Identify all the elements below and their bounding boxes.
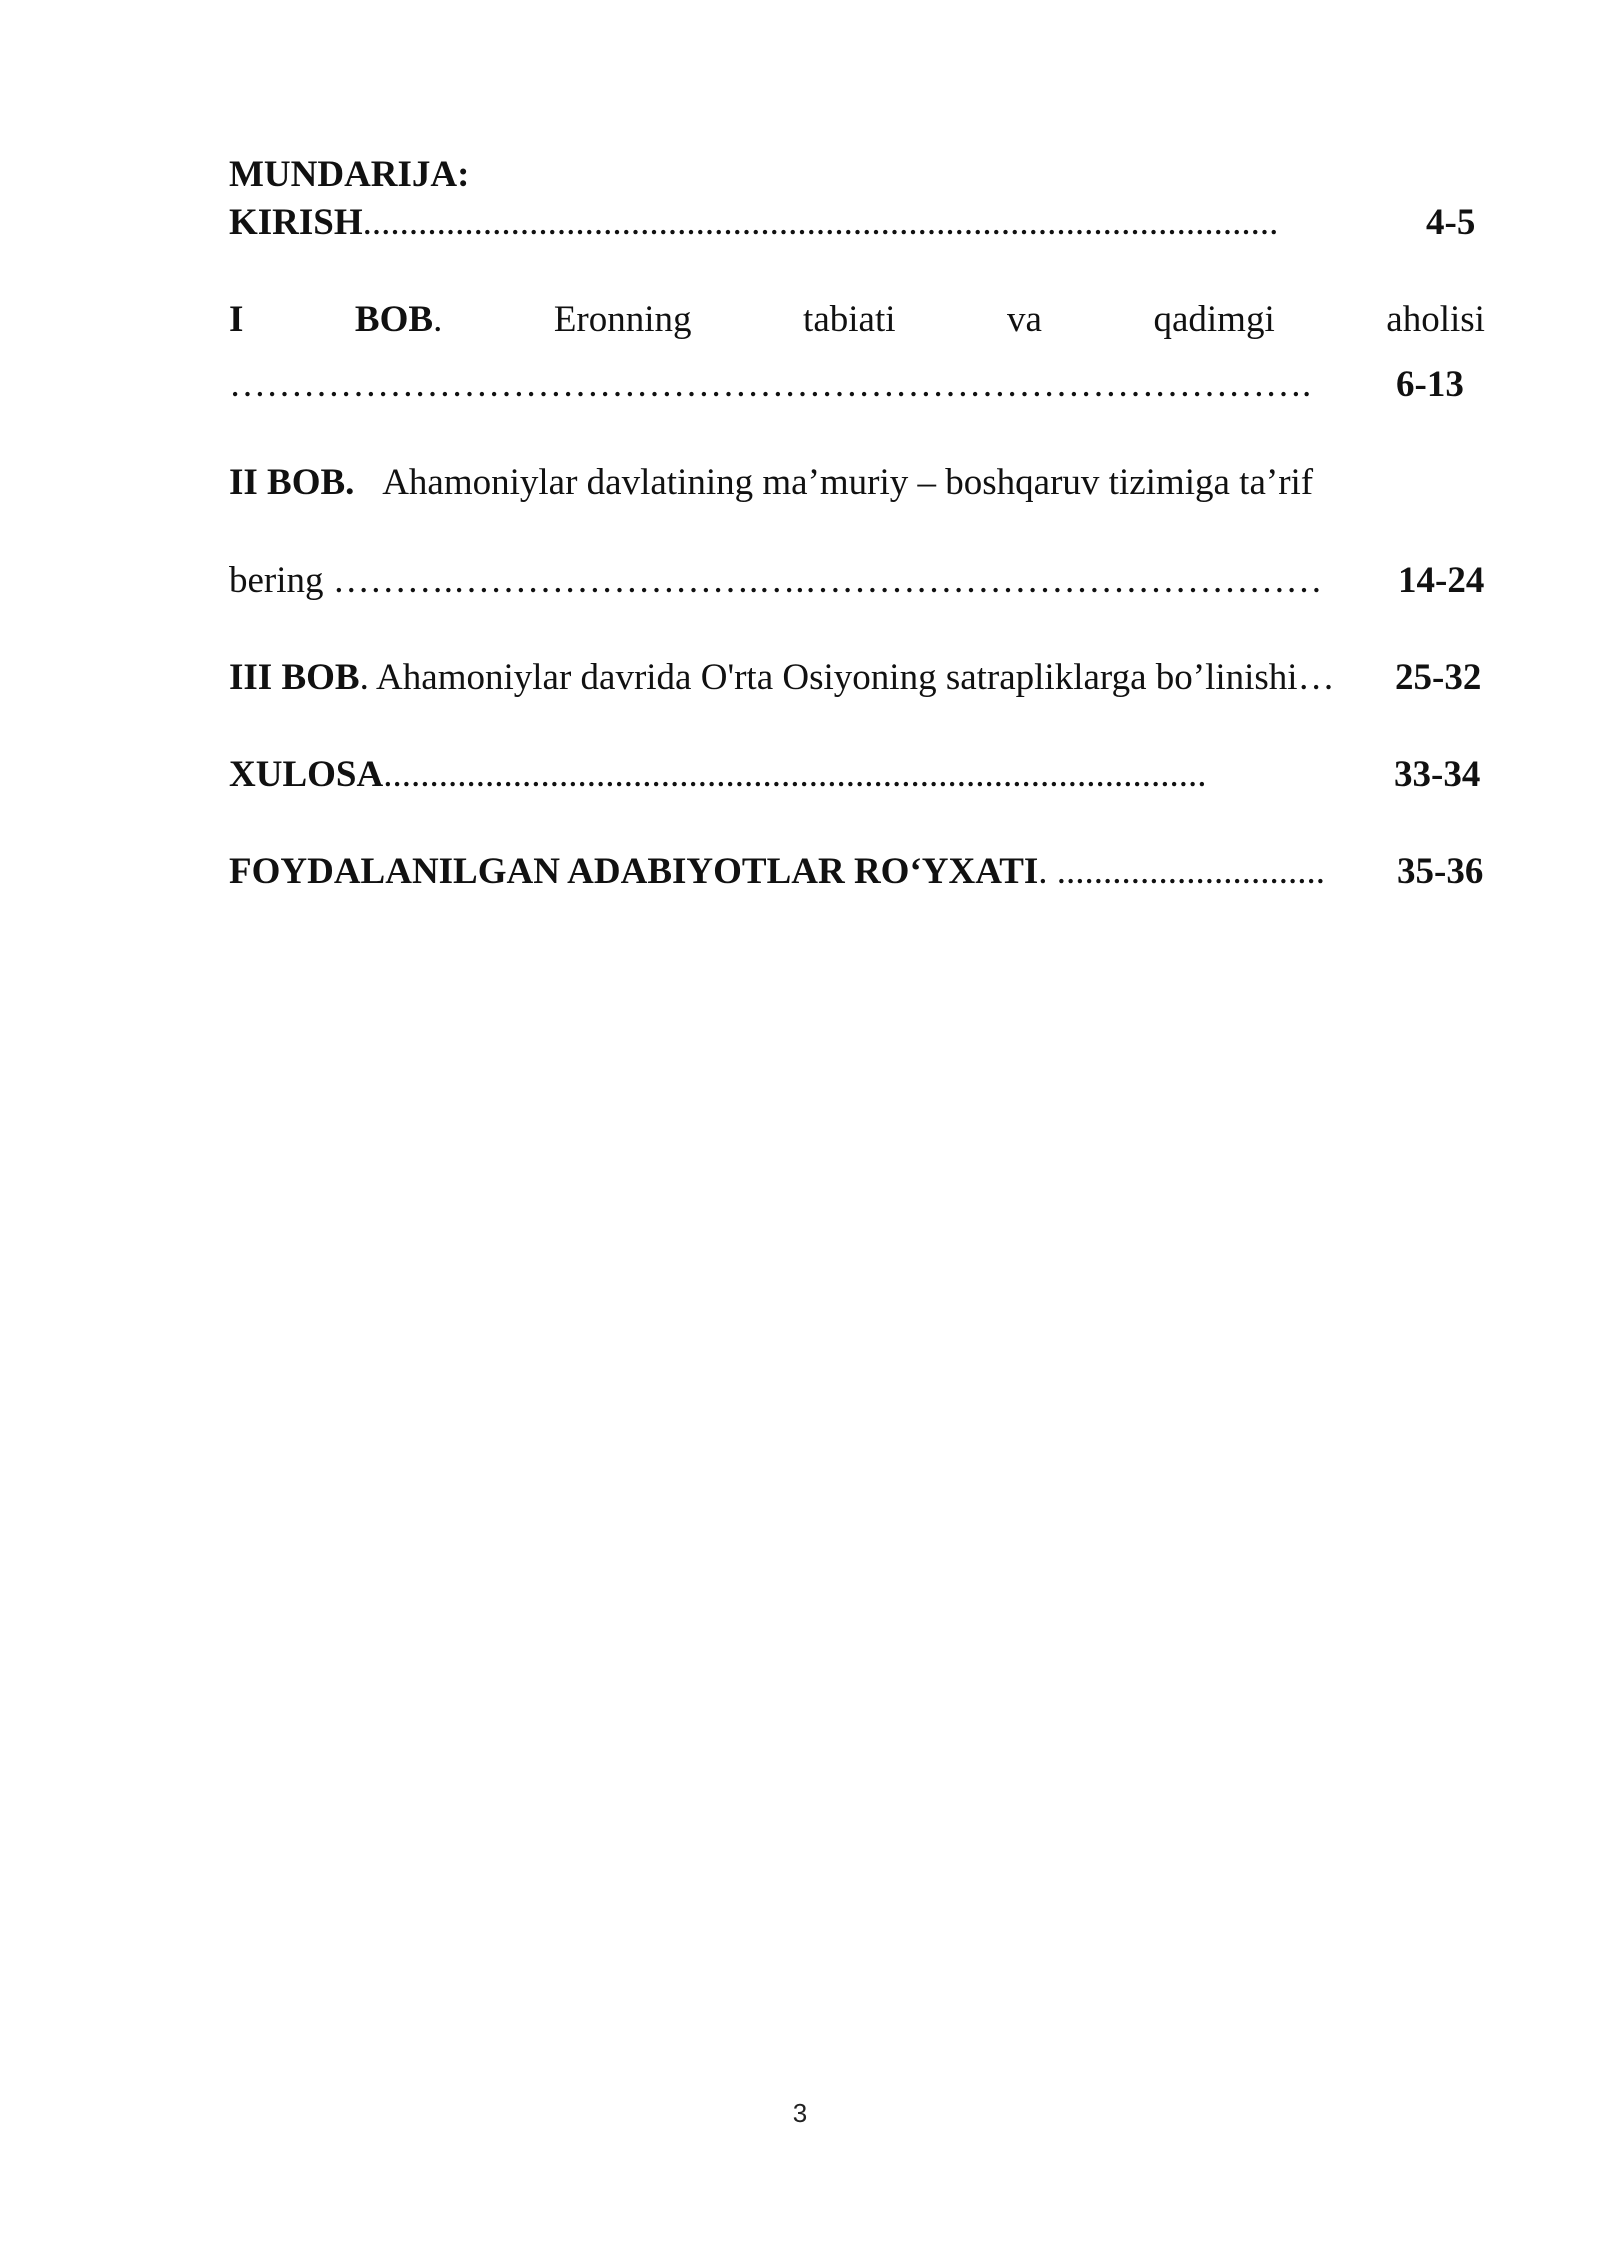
toc-leader-dots: . .............................	[1038, 851, 1326, 892]
toc-entry-xulosa[interactable]	[229, 751, 1206, 799]
toc-title-word: qadimgi	[1153, 299, 1275, 340]
toc-entry-kirish[interactable]	[229, 199, 1278, 247]
toc-entry-chapter-2-cont	[229, 557, 1323, 605]
toc-entry-chapter-1[interactable]	[229, 296, 1485, 344]
toc-entry-title-cont: bering	[229, 560, 324, 601]
toc-title-word: va	[1007, 299, 1042, 340]
toc-heading: MUNDARIJA:	[229, 154, 470, 195]
toc-title-word: Eronning	[553, 299, 692, 340]
toc-entry-label: KIRISH	[229, 202, 363, 243]
toc-title-word: aholisi	[1386, 299, 1485, 340]
toc-entry-label: FOYDALANILGAN ADABIYOTLAR RO‘YXATI	[229, 851, 1039, 892]
toc-chapter-bob: BOB.	[354, 299, 443, 340]
toc-page-ref-chapter-1: 6-13	[1396, 364, 1464, 405]
toc-leader-dots: …………………………………………………………………………….	[229, 364, 1312, 405]
toc-entry-title: Ahamoniylar davlatining ma’muriy – boshqaruv tizimiga ta’rif	[382, 462, 1314, 503]
toc-entry-label: II BOB.	[229, 462, 355, 503]
toc-entry-chapter-2[interactable]	[229, 459, 1313, 507]
toc-page-ref-chapter-2: 14-24	[1398, 560, 1485, 601]
page-number: 3	[792, 2098, 808, 2128]
toc-entry-adabiyotlar[interactable]	[229, 848, 1325, 896]
toc-page-ref-chapter-3: 25-32	[1395, 657, 1482, 698]
toc-entry-label: III BOB	[229, 657, 360, 698]
toc-chapter-num: I	[229, 299, 244, 340]
toc-entry-title: . Ahamoniylar davrida O'rta Osiyoning satrapliklarga bo’linishi…	[359, 657, 1335, 698]
toc-leader-dots: ...................................................................................................	[362, 202, 1279, 243]
toc-entry-chapter-3[interactable]	[229, 654, 1335, 702]
toc-title-word: tabiati	[803, 299, 896, 340]
toc-leader-dots: .........................................................................................	[383, 754, 1207, 795]
toc-page-ref-adabiyotlar: 35-36	[1397, 851, 1484, 892]
toc-page-ref-xulosa: 33-34	[1394, 754, 1481, 795]
toc-entry-label: XULOSA	[229, 754, 384, 795]
toc-page-ref-kirish: 4-5	[1426, 202, 1476, 243]
toc-leader-dots: ……….…………………….….……………………………………	[332, 560, 1323, 601]
